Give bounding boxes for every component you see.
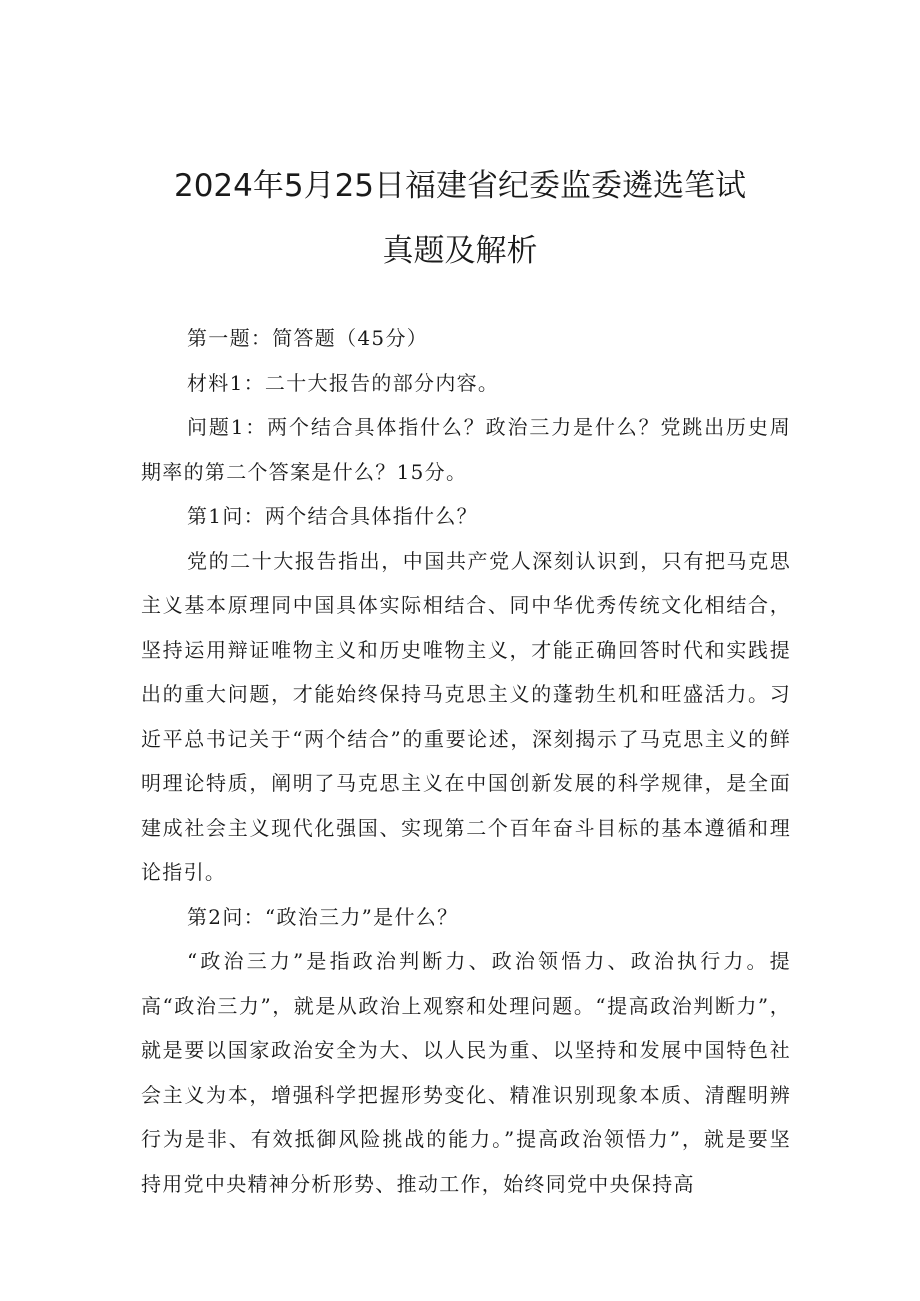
document-body — [141, 316, 791, 1206]
document-title-line-2: 真题及解析 — [382, 233, 538, 269]
question-heading: 第一题：简答题（45分） — [187, 326, 429, 350]
answer-paragraph-1: 党的二十大报告指出，中国共产党人深刻认识到，只有把马克思主义基本原理同中国具体实际相结合、同中华优秀传统文化相结合，坚持运用辩证唯物主义和历史唯物主义，才能正确回答时代和实践提出的重大问题，才能始终保持马克思主义的蓬勃生机和旺盛活力。习近平总书记关于“两个结合”的重要论述，深刻揭示了马克思主义的鲜明理论特质，阐明了马克思主义在中国创新发展的科学规律，是全面建成社会主义现代化强国、实现第二个百年奋斗目标的基本遵循和理论指引。 — [141, 548, 791, 884]
sub-question-1-heading: 第1问：两个结合具体指什么？ — [187, 504, 478, 528]
material-line: 材料1：二十大报告的部分内容。 — [187, 370, 500, 395]
answer-paragraph-2: “政治三力”是指政治判断力、政治领悟力、政治执行力。提高“政治三力”，就是从政治上观察和处理问题。“提高政治判断力”，就是要以国家政治安全为大、以人民为重、以坚持和发展中国特色社会主义为本，增强科学把握形势变化、精准识别现象本质、清醒明辨行为是非、有效抵御风险挑战的能力。”提高政治领悟力”，就是要坚持用党中央精神分析形势、推动工作，始终同党中央保持高 — [141, 949, 791, 1196]
sub-question-2-heading: 第2问：“政治三力”是什么？ — [187, 904, 459, 929]
document-title-line-1: 2024年5月25日福建省纪委监委遴选笔试 — [173, 168, 747, 204]
question-text: 问题1：两个结合具体指什么？政治三力是什么？党跳出历史周期率的第二个答案是什么？15分。 — [141, 415, 791, 484]
